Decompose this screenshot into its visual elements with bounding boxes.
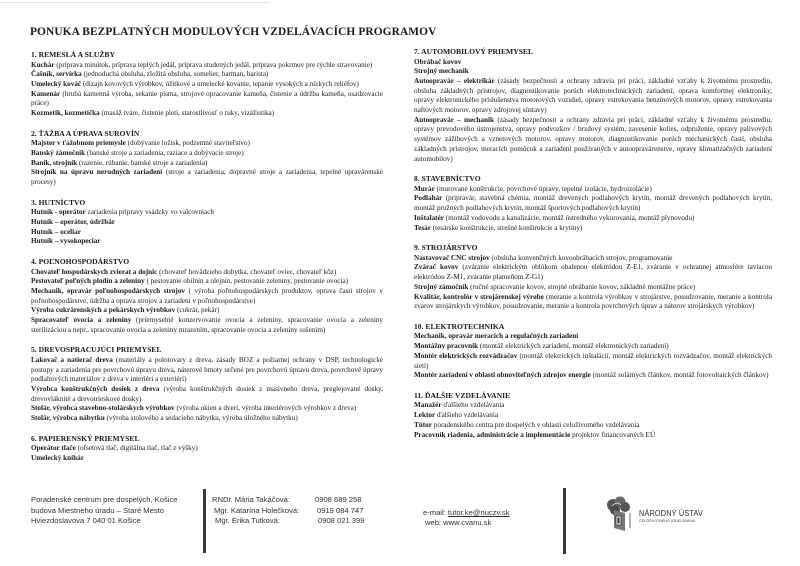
program-desc: (chovateľ hovädzieho dobytka, chovateľ oviec, chovateľ kôz) xyxy=(157,267,337,276)
program-item xyxy=(414,352,772,371)
logo-text xyxy=(639,508,714,523)
section-heading: 11. ĎALŠIE VZDELÁVANIE xyxy=(414,390,511,400)
program-name: Hutník – operátor, údržbár xyxy=(31,217,115,226)
section-strojarstvo xyxy=(414,243,772,312)
footer-contact-links xyxy=(423,508,510,528)
email-link[interactable]: tutor.ke@nuczv.sk xyxy=(447,508,510,517)
program-item xyxy=(414,371,772,381)
program-item xyxy=(31,61,383,71)
program-item xyxy=(31,385,383,404)
program-desc: (razenie, rúbanie, banské stroje a zariadenia) xyxy=(77,158,208,167)
program-name: Tesár xyxy=(414,223,431,232)
program-item xyxy=(31,90,383,109)
program-desc: (cukrár, pekár) xyxy=(175,306,220,315)
program-name: Strojný mechanik xyxy=(414,67,469,76)
program-name: Majster v ťažobnom priemysle xyxy=(31,139,126,148)
program-name: Zvárač kovov xyxy=(414,263,459,272)
program-desc: ( pestovanie obilnín a olejnín, pestovanie zeleniny, pestovanie ovocia) xyxy=(144,277,349,286)
address-line: Hviezdoslavova 7 040 01 Košice xyxy=(31,516,141,525)
email-label: e-mail: xyxy=(423,508,448,517)
program-desc: (montáž solárnych článkov, montáž fotovoltaických článkov) xyxy=(590,371,769,380)
footer-address xyxy=(31,495,206,527)
program-desc: (ručné spracovanie kovov, strojné obrábanie kovov, základné montážne práce) xyxy=(468,282,696,291)
section-heading: 5. DREVOSPRACUJÚCI PRIEMYSEL xyxy=(31,345,162,355)
contact-row xyxy=(212,516,364,527)
program-name: Strojník na úpravu nerudných zariadení xyxy=(31,168,163,177)
program-desc: (dobývanie ložísk, podzemné staviteľstvo) xyxy=(125,139,250,148)
address-line: budova Miestneho úradu – Staré Mesto xyxy=(31,505,164,515)
section-tazba xyxy=(31,129,383,188)
program-desc: ďalšieho vzdelávania xyxy=(441,401,505,410)
email-line xyxy=(423,508,510,518)
program-item xyxy=(31,237,383,247)
section-heading: 3. HUTNÍCTVO xyxy=(31,197,86,207)
program-name: Kozmetik, kozmetička xyxy=(31,109,100,118)
program-desc: projektov financovaných EÚ xyxy=(570,430,656,439)
program-item xyxy=(31,268,383,278)
program-item xyxy=(31,208,383,218)
program-name: Podlahár xyxy=(414,194,443,203)
program-desc: (stroje a zariadenia, dopravné stroje a zariadenia, tepelné upravárenské procesy) xyxy=(31,168,383,187)
section-stavebnictvo xyxy=(414,174,772,233)
program-desc: (hrubá kamenná výroba, sekanie písma, strojové opracovanie kameňa, čistenie a údržba kameňa, osadzovacie práce) xyxy=(31,89,383,108)
program-name: Montér elektrických rozvádzačov xyxy=(414,351,518,360)
program-name: Kamenár xyxy=(31,89,61,98)
program-item xyxy=(414,116,772,165)
program-item xyxy=(31,80,383,90)
footer-divider xyxy=(563,488,566,554)
program-name: Nastavovač CNC strojov xyxy=(414,253,490,262)
program-name: Hutník – vysokopeciar xyxy=(31,237,101,246)
program-name: Kuchár xyxy=(31,60,55,69)
program-item xyxy=(31,414,383,424)
program-name: Pestovateľ poľných plodín a zeleniny xyxy=(31,277,145,286)
web-line xyxy=(423,518,510,528)
program-desc: (murované konštrukcie, povrchové úpravy, tepelné izolácie, hydroizolácie) xyxy=(434,184,652,193)
contact-row xyxy=(212,495,364,506)
program-name: Hutník – oceliar xyxy=(31,227,81,236)
program-name: Lektor xyxy=(414,411,436,420)
program-name: Čašník, servírka xyxy=(31,70,82,79)
program-item xyxy=(31,168,383,187)
program-item xyxy=(414,214,772,224)
section-elektrotechnika xyxy=(414,322,772,381)
scan-edge-line xyxy=(0,2,270,3)
web-label: web: xyxy=(425,518,444,527)
section-heading: 10. ELEKTROTECHNIKA xyxy=(414,321,505,331)
program-desc: (banské stroje a zariadenia, raziace a dobývacie stroje) xyxy=(85,148,244,157)
program-name: Mechanik, opravár meracích a regulačných zariadení xyxy=(414,332,579,341)
program-desc: (výroba stolového a sedacieho nábytku, výroba úložného nábytku) xyxy=(104,414,298,423)
section-heading: 2. ŤAŽBA A ÚPRAVA SUROVÍN xyxy=(31,128,140,138)
program-desc: (zváranie elektrickým oblúkom obalenou elektródou Z-E1, zváranie v ochrannej atmosfére taviacou elektródou Z-M1, zváranie plameňom Z-G1) xyxy=(414,263,773,282)
contact-name: Mgr. Katarína Holečková: xyxy=(214,505,300,515)
program-item xyxy=(31,159,383,169)
program-name: Autoopravár – mechanik xyxy=(414,115,494,124)
program-name: Strojný zámočník xyxy=(414,282,469,291)
footer-divider xyxy=(203,489,206,553)
program-item xyxy=(414,431,772,441)
program-item xyxy=(414,332,772,342)
contact-name: RNDr. Mária Takáčová: xyxy=(212,495,290,504)
program-name: Lakovač a natierač dreva xyxy=(31,355,113,364)
program-item xyxy=(31,218,383,228)
program-item xyxy=(31,306,383,316)
program-name: Manažér xyxy=(414,401,442,410)
program-name: Obrábač kovov xyxy=(414,57,462,66)
program-name: Umelecký knihár xyxy=(31,454,84,463)
program-item xyxy=(31,444,383,454)
program-item xyxy=(414,283,772,293)
program-item xyxy=(414,185,772,195)
program-desc: ďalšieho vzdelávania xyxy=(435,411,499,420)
section-hutnictvo xyxy=(31,198,383,247)
web-link[interactable]: www.cvanu.sk xyxy=(443,518,492,527)
section-drevospracujuci xyxy=(31,345,383,423)
program-desc: (montáž elektrických inštalácií, montáž elektrických rozvádzačov, montáž elektrických sietí) xyxy=(414,351,772,370)
tree-door-logo-icon xyxy=(603,496,635,532)
program-desc: (výroba okien a dverí, výroba interiérových výrobkov z dreva) xyxy=(174,404,357,413)
program-desc: poradenského centra pre dospelých v oblasti celoživotného vzdelávania xyxy=(431,420,640,429)
program-item xyxy=(414,254,772,264)
institute-logo xyxy=(603,496,733,536)
program-item xyxy=(414,342,772,352)
program-item xyxy=(31,356,383,385)
section-automobilovy xyxy=(414,47,772,164)
program-desc: (montáž vodovodu a kanalizácie, montáž ústredného vykurovania, montáž plynovodu) xyxy=(443,213,695,222)
section-polnohospodarstvo xyxy=(31,257,383,335)
program-desc: (materiály a polotovary z dreva, zásady BOZ a požiarnej ochrany v DSP, technologické postupy a zariadenia pre povrchovú úpravu dreva, náterové hmoty určené pre povrchovú úpravu dreva, povrchové úpravy podlahových materiálov z dreva v interiéri a exteriéri) xyxy=(31,355,383,384)
program-item xyxy=(31,228,383,238)
contact-phone: 0908 021 399 xyxy=(318,516,365,525)
section-dalsie-vzdelavanie xyxy=(414,391,772,440)
program-item xyxy=(31,454,383,464)
program-name: Kvalitár, kontrolór v strojárenskej výrobe xyxy=(414,292,544,301)
program-item xyxy=(31,277,383,287)
right-column xyxy=(414,47,772,450)
contact-phone: 0919 084 747 xyxy=(317,505,364,515)
program-desc: (montáž elektrických zariadení, montáž elektronických zariadení) xyxy=(478,342,669,351)
program-desc: (príprava minútok, príprava teplých jedál, príprava studených jedál, príprava pokrmov pre rýchle stravovanie) xyxy=(54,60,373,69)
program-item xyxy=(414,77,772,116)
section-heading: 9. STROJÁRSTVO xyxy=(414,243,478,253)
program-name: Pracovník riadenia, administrácie a implementácie xyxy=(414,430,571,439)
section-papierensky xyxy=(31,434,383,464)
program-item xyxy=(414,263,772,282)
footer-contacts xyxy=(212,495,364,527)
section-remesla xyxy=(31,50,383,119)
program-desc: (ofsetová tlač, digitálna tlač, tlač z výšky) xyxy=(75,444,198,453)
program-item xyxy=(31,70,383,80)
program-item xyxy=(414,67,772,77)
program-name: Stolár, výrobca stavebno-stolárskych výrobkov xyxy=(31,404,175,413)
program-desc: (tesárske konštrukcie, strešné konštrukcie a krytiny) xyxy=(430,223,583,232)
program-item xyxy=(31,109,383,119)
program-name: Chovateľ hospodárskych zvierat a dojnic xyxy=(31,267,158,276)
program-desc: (priemyselné konzervovanie ovocia a zeleniny, spracovanie ovocia a zeleniny sterilizáciou a nepr., spracovanie ovocia a zeleniny mrazením, spracovanie ovocia a zeleniny sušením) xyxy=(31,316,383,334)
program-item xyxy=(414,194,772,213)
program-desc: (jednoduchá obsluha, zložitá obsluha, somelier, barman, barista) xyxy=(81,70,269,79)
program-name: Mechanik, opravár poľnohospodárskych strojov xyxy=(31,286,186,295)
program-item xyxy=(414,293,772,312)
address-line: Poradenské centrum pre dospelých, Košice xyxy=(31,495,178,504)
section-heading: 7. AUTOMOBILOVÝ PRIEMYSEL xyxy=(414,47,534,56)
left-column xyxy=(31,50,383,474)
program-name: Murár xyxy=(414,184,435,193)
program-name: Umelecký kováč xyxy=(31,79,82,88)
program-name: Montér zariadení v oblasti obnoviteľných zdrojov energie xyxy=(414,371,591,380)
program-desc: (zásady bezpečnosti a ochrany zdravia pri práci, základné vzťahy k životnému prostrediu, opravy prevodového ústrojenstva, opravy podvozkov / brzdový systém, zavesenie kolies, odpruženie, opravy palivových systémov zážihových a vznetových motorov, opravy motorov, diagnostikovanie porúch mechanických častí, obsluha základných prístrojov, meracích pomôcok a zariadení používaných v autoopravárenstve, opravy klimatizačných zariadení automobilov) xyxy=(414,115,773,163)
program-desc: (výroba konštrukčných dosiek z masívneho dreva, preglejované dosky, drevovláknité a drevotrieskové dosky) xyxy=(31,385,383,403)
program-name: Hutník - operátor xyxy=(31,208,86,217)
program-desc: (meranie a kontrola výrobkov v strojárstve, posudzovanie, meranie a kontrola zvarov strojárskych výrobkov, posudzovanie, meranie a kontrola povrchových úprav a náterov strojárskych výrobkov) xyxy=(414,292,773,311)
program-name: Výroba cukrárenských a pekárskych výrobkov xyxy=(31,306,176,315)
section-heading: 4. POĽNOHOSPODÁRSTVO xyxy=(31,257,130,267)
program-item xyxy=(31,139,383,149)
program-name: Operátor tlače xyxy=(31,444,76,453)
program-item xyxy=(414,411,772,421)
logo-subtitle: CELOŽIVOTNÉHO VZDELÁVANIA xyxy=(639,519,696,523)
program-name: Banský zámočník xyxy=(31,148,86,157)
program-desc: zariadenia prípravy vsádzky vo valcovniach xyxy=(85,208,215,217)
contact-row xyxy=(212,506,364,517)
program-desc: (pripravár, stavebná chémia, montáž drevených podlahových krytín, montáž drevených podlahových krytín, montáž pružných podlahových krytín, montáž športových podlahových krytín) xyxy=(414,194,772,213)
program-name: Montážny pracovník xyxy=(414,342,479,351)
program-item xyxy=(31,316,383,335)
contact-phone: 0908 689 258 xyxy=(315,495,362,504)
program-item xyxy=(31,404,383,414)
program-name: Spracovateľ ovocia a zeleniny xyxy=(31,316,132,325)
program-item xyxy=(414,224,772,234)
contact-name: Mgr. Erika Tutková: xyxy=(215,516,280,525)
program-item xyxy=(414,58,772,68)
logo-name: NÁRODNÝ ÚSTAV xyxy=(639,508,704,518)
program-desc: (dizajn kovových výrobkov, úžitkové a umelecké kovanie, tepanie vysokých a nízkych reliéfov) xyxy=(81,79,359,88)
program-name: Inštalatér xyxy=(414,213,444,222)
section-heading: 1. REMESLÁ A SLUŽBY xyxy=(31,50,115,59)
program-item xyxy=(31,149,383,159)
program-item xyxy=(414,401,772,411)
program-name: Stolár, výrobca nábytku xyxy=(31,414,105,423)
program-name: Baník, strojník xyxy=(31,158,78,167)
document-title: PONUKA BEZPLATNÝCH MODULOVÝCH VZDELÁVACÍCH PROGRAMOV xyxy=(30,26,437,38)
program-desc: (zásady bezpečnosti a ochrany zdravia pri práci, základné vzťahy k životnému prostrediu, obsluha základných prístrojov, diagnostikovanie porúch elektrotechnických zariadení, oprava komfortnej elektroniky, opravy elektronického príslušenstva motorových vozidiel, opravy vstrekovania benzínových motorov, opravy vstrekovania naftových motorov, opravy zdrojovej sústavy) xyxy=(414,76,772,115)
program-name: Autoopravár – elektrikár xyxy=(414,76,495,85)
program-desc: (masáž tváre, čistenie pleti, starostlivosť o ruky, vizážistika) xyxy=(99,109,275,118)
section-heading: 8. STAVEBNÍCTVO xyxy=(414,174,481,184)
program-item xyxy=(414,421,772,431)
section-heading: 6. PAPIERENSKÝ PRIEMYSEL xyxy=(31,433,140,443)
program-desc: (obsluha konvenčných kovoobrábacích strojov, programovanie xyxy=(489,253,673,262)
program-name: Tútor xyxy=(414,420,432,429)
program-desc: ( výroba poľnohospodárskych produktov, oprava časti strojov v poľnohospodárstve, údržba a oprava strojov a zariadení v poľnohospodárstve) xyxy=(31,286,383,305)
program-item xyxy=(31,287,383,306)
program-name: Výrobca konštrukčných dosiek z dreva xyxy=(31,385,160,394)
